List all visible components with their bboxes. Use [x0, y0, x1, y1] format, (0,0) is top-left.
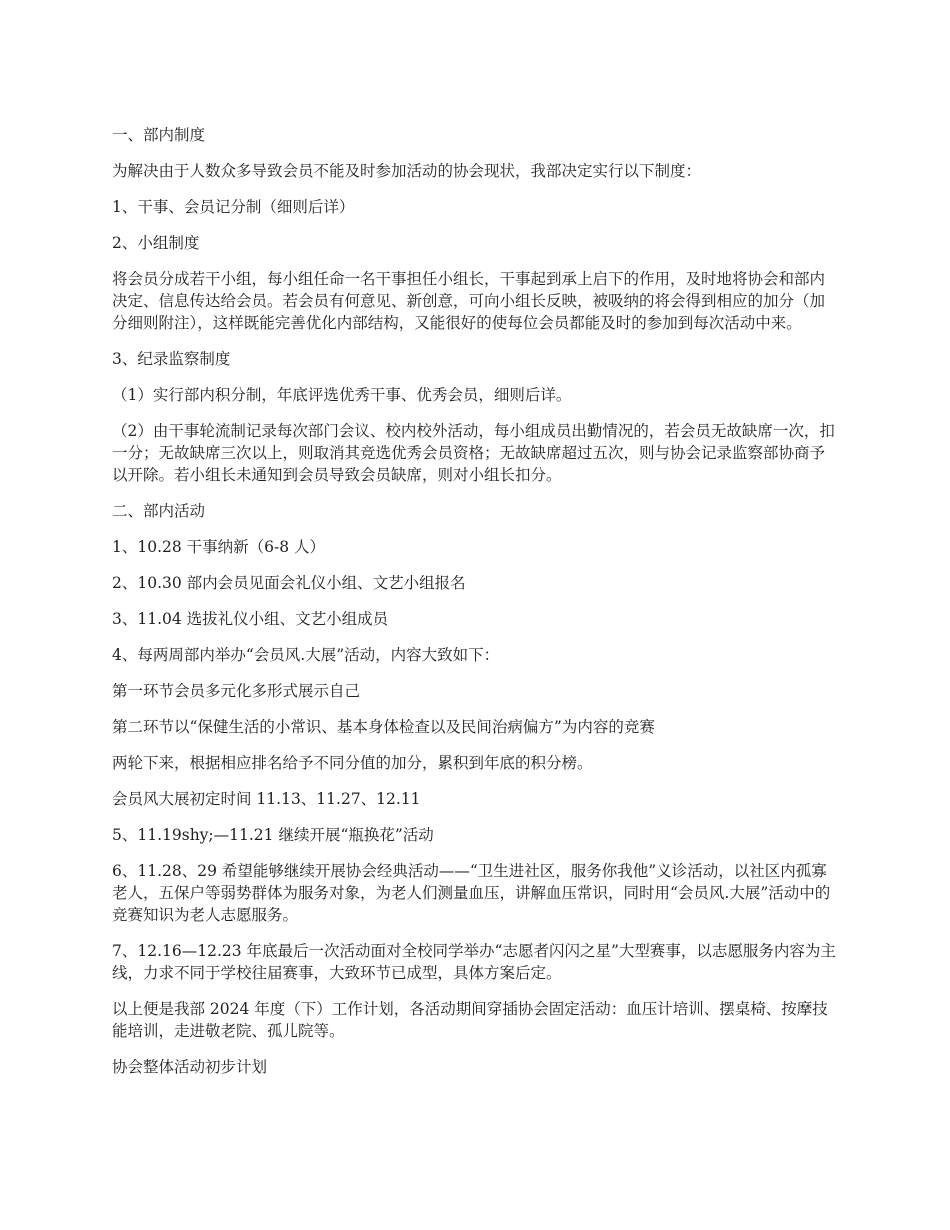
- section-heading-2: 二、部内活动: [112, 502, 206, 520]
- list-item: 3、11.04 选拔礼仪小组、文艺小组成员: [112, 610, 389, 628]
- body-paragraph: 会员风大展初定时间 11.13、11.27、12.11: [112, 790, 421, 808]
- list-item: 6、11.28、29 希望能够继续开展协会经典活动——“卫生进社区，服务你我他”义诊活动，以社区内孤寡老人，五保户等弱势群体为服务对象，为老人们测量血压，讲解血压常识，同时用“会员风.大展”活动中的竞赛知识为老人志愿服务。: [112, 862, 831, 924]
- list-item: 1、10.28 干事纳新（6-8 人）: [112, 538, 326, 556]
- list-item: 5、11.19shy;—11.21 继续开展“瓶换花”活动: [112, 826, 434, 844]
- closing-heading: 协会整体活动初步计划: [112, 1058, 268, 1076]
- summary-paragraph: 以上便是我部 2024 年度（下）工作计划，各活动期间穿插协会固定活动：血压计培训、摆桌椅、按摩技能培训，走进敬老院、孤儿院等。: [112, 1000, 828, 1040]
- list-item: 2、小组制度: [112, 234, 200, 252]
- list-item: （1）实行部内积分制，年底评选优秀干事、优秀会员，细则后详。: [112, 386, 572, 404]
- list-item: 2、10.30 部内会员见面会礼仪小组、文艺小组报名: [112, 574, 466, 592]
- list-item: 7、12.16—12.23 年底最后一次活动面对全校同学举办“志愿者闪闪之星”大型赛事，以志愿服务内容为主线，力求不同于学校往届赛事，大致环节已成型，具体方案后定。: [112, 942, 836, 982]
- body-paragraph: 第二环节以“保健生活的小常识、基本身体检查以及民间治病偏方”为内容的竞赛: [112, 718, 655, 736]
- list-item: 4、每两周部内举办“会员风.大展”活动，内容大致如下：: [112, 646, 500, 664]
- section-heading-1: 一、部内制度: [112, 126, 206, 144]
- list-item: 1、干事、会员记分制（细则后详）: [112, 198, 355, 216]
- list-item: 3、纪录监察制度: [112, 350, 231, 368]
- document-page: [112, 124, 840, 1092]
- body-paragraph: 将会员分成若干小组，每小组任命一名干事担任小组长，干事起到承上启下的作用，及时地将协会和部内决定、信息传达给会员。若会员有何意见、新创意，可向小组长反映，被吸纳的将会得到相应的加分（加分细则附注），这样既能完善优化内部结构，又能很好的使每位会员都能及时的参加到每次活动中来。: [112, 270, 826, 332]
- body-paragraph: 第一环节会员多元化多形式展示自己: [112, 682, 361, 700]
- body-paragraph: （2）由干事轮流制记录每次部门会议、校内校外活动，每小组成员出勤情况的，若会员无故缺席一次，扣一分；无故缺席三次以上，则取消其竞选优秀会员资格；无故缺席超过五次，则与协会记录监察部协商予以开除。若小组长未通知到会员导致会员缺席，则对小组长扣分。: [112, 422, 835, 484]
- body-paragraph: 两轮下来，根据相应排名给予不同分值的加分，累积到年底的积分榜。: [112, 754, 593, 772]
- intro-paragraph: 为解决由于人数众多导致会员不能及时参加活动的协会现状，我部决定实行以下制度：: [112, 162, 702, 180]
